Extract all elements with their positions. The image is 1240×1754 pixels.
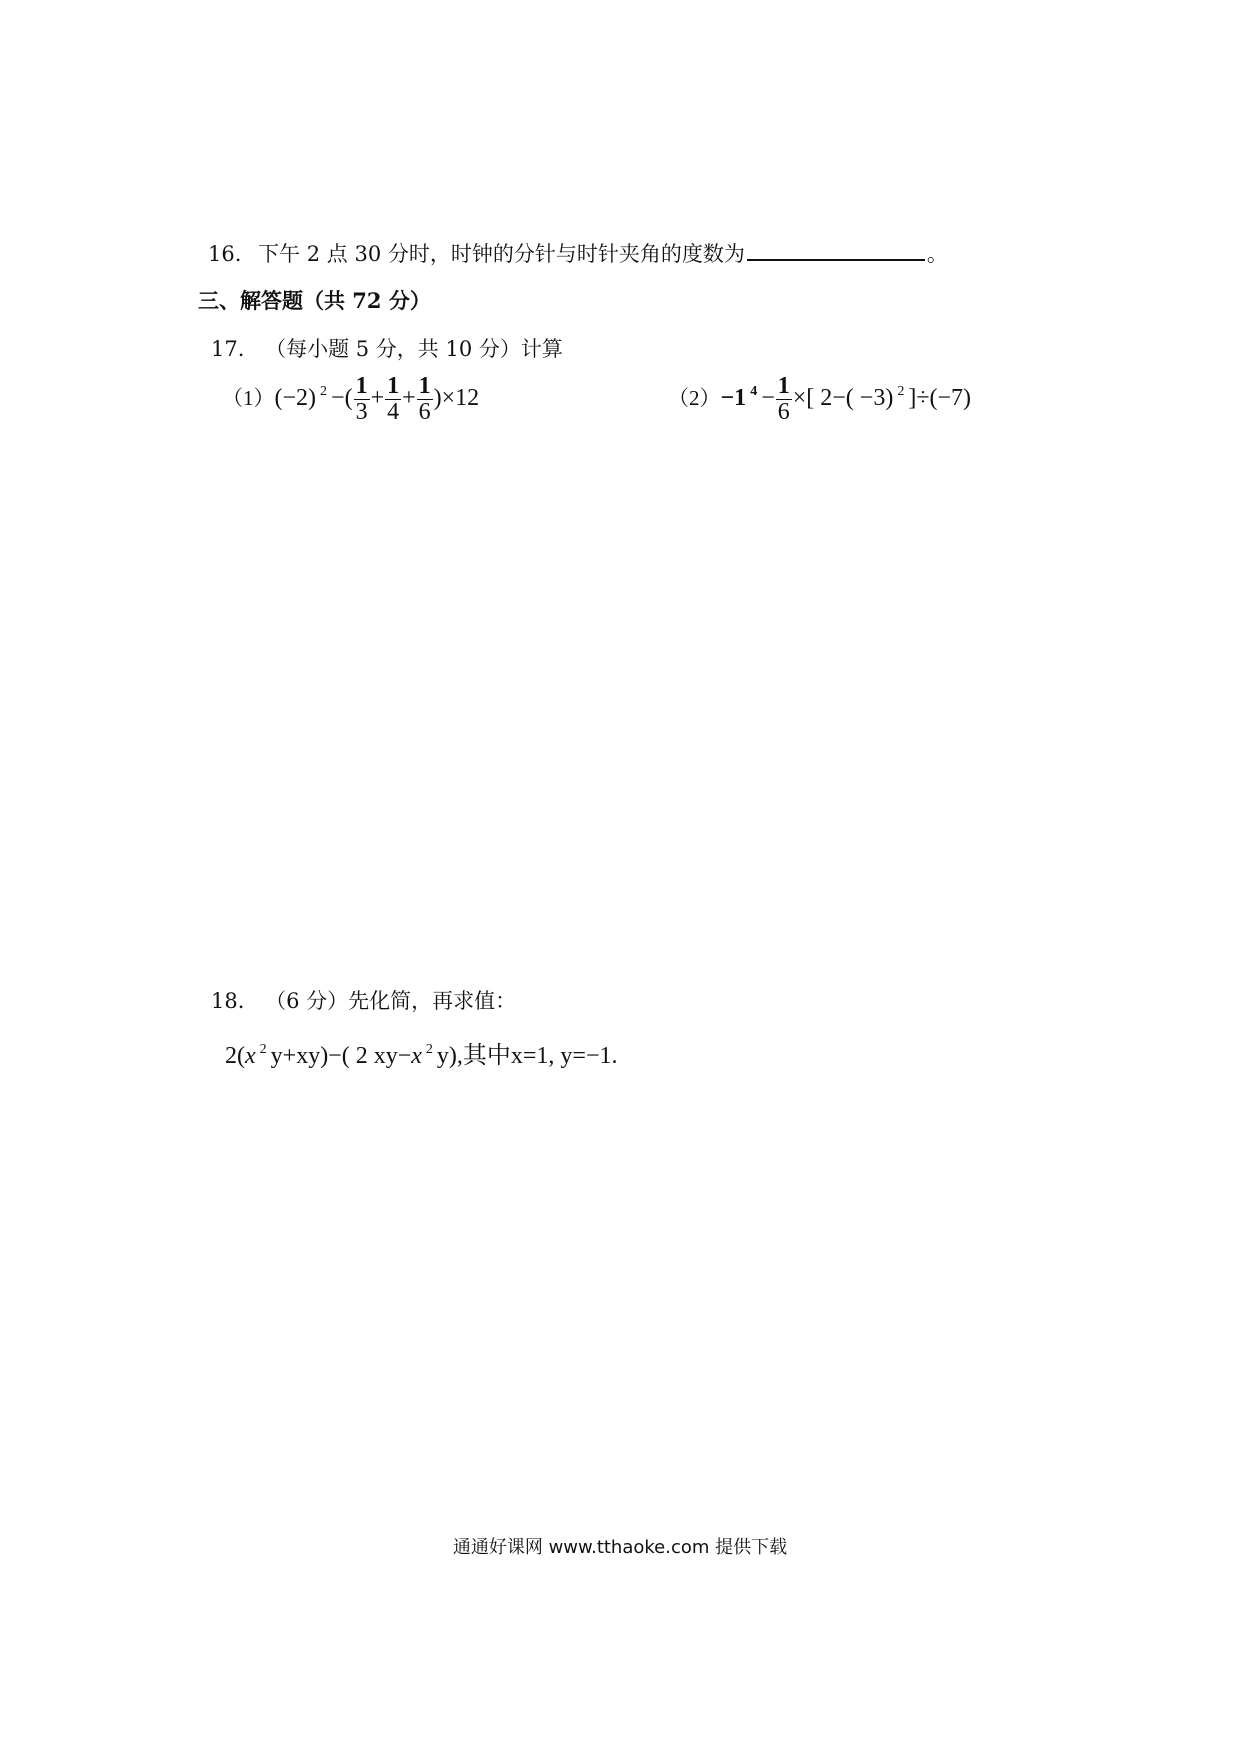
question-18 — [211, 985, 516, 1015]
math-term: ]÷(−7) — [908, 385, 972, 412]
math-term: −( — [331, 385, 353, 412]
question-text: 下午 2 点 30 分时，时钟的分针与时针夹角的度数为 — [258, 242, 745, 266]
denominator: 4 — [387, 399, 400, 426]
question-end: 。 — [926, 242, 948, 266]
q18-expression — [225, 1035, 618, 1070]
fraction — [776, 374, 792, 425]
fraction — [385, 374, 401, 425]
math-operator: + — [370, 385, 385, 412]
fraction — [354, 374, 370, 425]
denominator: 6 — [418, 399, 431, 426]
fraction — [417, 374, 433, 425]
exponent: 2 — [425, 1042, 433, 1057]
footer-credit: 通通好课网 www.tthaoke.com 提供下载 — [452, 1537, 788, 1558]
math-term: −1 — [720, 385, 747, 412]
exponent: 2 — [259, 1042, 267, 1057]
question-text: （6 分）先化简，再求值： — [265, 989, 517, 1013]
exponent: 4 — [750, 384, 758, 400]
part-label: （1） — [222, 386, 275, 411]
math-term: (−2) — [274, 385, 317, 412]
variable: x — [411, 1043, 422, 1069]
math-operator: + — [402, 385, 416, 412]
question-number: 18. — [211, 989, 245, 1013]
numerator: 1 — [355, 373, 368, 399]
math-term: y),其中x=1, y=−1. — [436, 1043, 618, 1069]
numerator: 1 — [387, 373, 400, 399]
q17-part2-expression — [668, 374, 971, 425]
question-number: 17. — [211, 337, 245, 361]
denominator: 6 — [777, 399, 790, 426]
question-16 — [208, 238, 948, 268]
exponent: 2 — [320, 384, 328, 400]
question-text: （每小题 5 分，共 10 分）计算 — [265, 337, 563, 361]
math-term: 2( — [225, 1043, 245, 1069]
question-17 — [211, 333, 563, 363]
math-term: )×12 — [433, 385, 480, 412]
variable: x — [245, 1043, 256, 1069]
numerator: 1 — [777, 373, 790, 399]
part-label: （2） — [668, 386, 721, 411]
exponent: 2 — [897, 384, 905, 400]
answer-blank[interactable] — [747, 241, 925, 261]
math-term: y+xy)−( 2 xy− — [270, 1043, 412, 1069]
math-operator: − — [761, 385, 775, 412]
q17-part1-expression — [222, 374, 479, 425]
section-heading: 三、解答题（共 72 分） — [198, 288, 431, 313]
question-number: 16. — [208, 242, 242, 266]
numerator: 1 — [418, 373, 431, 399]
math-term: ×[ 2−( −3) — [792, 385, 894, 412]
denominator: 3 — [355, 399, 368, 426]
